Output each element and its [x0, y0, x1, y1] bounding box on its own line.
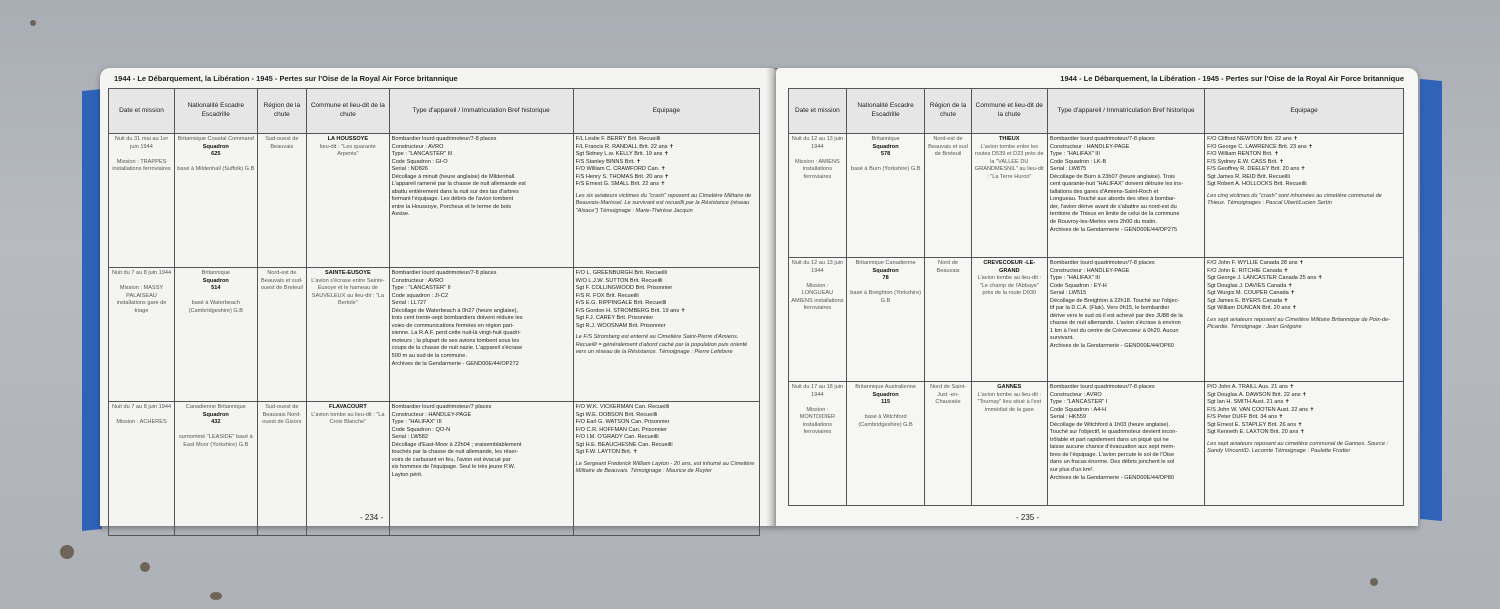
- history-line: L'appareil ramené par la chasse de nuit allemande est: [391, 181, 526, 188]
- lieu-dit: L'avion s'écrase entre Sainte-Eusoye et le hameau de SAUVELEUX au lieu-dit : "La Bertole": [311, 277, 385, 307]
- crew-member: F/S John W. VAN COOTEN Aust. 22 ans ✝: [1207, 406, 1315, 413]
- book-cover-right: [1420, 79, 1442, 521]
- history-line: dans un fracas énorme. Des débris jonchent le sol: [1049, 459, 1175, 466]
- history-line: Décollage d'East-Moor à 22h04 ; vraisemblablement: [391, 441, 522, 448]
- crew-member: F/O L. GREENBURGH Brit. Recueilli: [575, 270, 668, 276]
- header-crew: Equipage: [1205, 89, 1404, 134]
- history-cell: [1047, 382, 1204, 506]
- crew-cell: [573, 402, 759, 536]
- history-line: sienne. La R.A.F. perd cette nuit-là vingt-huit quadri-: [391, 330, 521, 337]
- commune-cell: [971, 382, 1047, 506]
- commune: GANNES: [997, 384, 1022, 390]
- history-line: Archives de la Gendarmerie - GEND00E/44/OP80: [1049, 474, 1174, 481]
- history-line: Code squadron : JI-C2: [391, 292, 448, 299]
- crew-member: F/S E.G. RIPPINGALE Brit. Recueilli: [575, 300, 667, 307]
- rust-spot: [140, 562, 150, 572]
- header-commune: Commune et lieu-dit de la chute: [307, 89, 390, 134]
- header-nationality: Nationalité Escadre Escadrille: [175, 89, 258, 134]
- history-line: moteurs ; la plupart de ses avions tombent sous les: [391, 337, 520, 344]
- history-line: Serial : ND826: [391, 166, 429, 173]
- crew-member: Sgt Robert A. HOLLOCKS Brit. Recueilli: [1207, 181, 1307, 188]
- crew-member: F/S Sydney E.W. CASS Brit. ✝: [1207, 158, 1284, 165]
- history-line: Décollage de Breighton à 22h18. Touché sur l'objec-: [1049, 297, 1180, 304]
- date: Nuit du 31 mai au 1er juin 1944: [114, 136, 169, 150]
- squadron-number: 625: [211, 151, 221, 158]
- crew-member: F/O George C. LAWRENCE Brit. 23 ans ✝: [1207, 143, 1313, 150]
- crew-member: W/O L.J.W. SUTTON Brit. Recueilli: [575, 277, 663, 284]
- nationality-cell: [846, 382, 925, 506]
- history-line: sur plus d'un km².: [1049, 467, 1094, 474]
- nationality-cell: [846, 134, 925, 258]
- region: Sud-ouest de Beauvais Nord-ouest de Gisors: [257, 402, 307, 536]
- history-line: Décollage de Witchford à 1h03 (heure anglaise).: [1049, 421, 1170, 428]
- history-cell: [389, 134, 573, 268]
- table-row: [789, 258, 1404, 382]
- history-line: trôlable et part rapidement dans un piqué qui ne: [1049, 436, 1169, 443]
- date: Nuit du 12 au 13 juin 1944: [791, 260, 844, 274]
- crew-member: Sgt William DUNCAN Brit. 20 ans ✝: [1207, 305, 1297, 312]
- history-line: tallations des gares d'Amiens-Saint-Roch et: [1049, 188, 1159, 195]
- left-page: [100, 68, 776, 526]
- base: basé à Breighton (Yorkshire) G.B: [850, 290, 921, 304]
- crew-member: F/S Geoffrey R. DEELEY Brit. 20 ans ✝: [1207, 166, 1306, 173]
- region: Nord de Beauvais: [925, 258, 971, 382]
- date: Nuit du 7 au 8 juin 1944: [111, 404, 172, 410]
- commune: LA HOUSSOYE: [327, 136, 369, 142]
- history-line: Décollage à minuit (heure anglaise) de Mildenhall.: [391, 173, 516, 180]
- crew-cell: [1205, 382, 1404, 506]
- crew-note: Les six aviateurs victimes du "crash" reposent au Cimetière Militaire de Beauvais-Marissel. Le survivant est recueilli par la Résistance (réseau "Alsace") Témoignage : Marie-Thérèse Jacquin: [575, 192, 752, 214]
- history-line: Constructeur : AVRO: [1049, 391, 1102, 398]
- base: basé à Mildenhall (Suffolk) G.B: [177, 166, 255, 173]
- crew-member: Sgt F.W. LAYTON Brit. ✝: [575, 449, 638, 456]
- history-line: formant l'équipage. Les débris de l'avion tombent: [391, 196, 514, 203]
- region: Nord de Saint-Just -en- Chaussée: [925, 382, 971, 506]
- date: Nuit du 17 au 18 juin 1944: [791, 384, 844, 398]
- page-number: - 235 -: [1016, 513, 1040, 522]
- header-type: Type d'appareil / Immatriculation Bref historique: [1047, 89, 1204, 134]
- commune-cell: [971, 134, 1047, 258]
- mission: Mission : LONGUEAU AMIENS installations ferroviaires: [791, 282, 844, 312]
- history-line: Longueau. Touché aux abords des sites à bombar-: [1049, 196, 1176, 203]
- crew-member: F/S Gordon H. STROMBERG Brit. 19 ans ✝: [575, 307, 686, 314]
- date-cell: [789, 382, 847, 506]
- history-line: de Rouvroy-les-Merles vers 2h00 du matin.: [1049, 219, 1157, 226]
- commune-cell: [307, 134, 390, 268]
- squadron-number: 514: [211, 285, 221, 292]
- region: Nord-est de Beauvais et sud-ouest de Breteuil: [257, 268, 307, 402]
- squadron-label: Squadron: [872, 143, 899, 150]
- history-line: entre la Houssoye, Porcheux et le terme de bois: [391, 203, 512, 210]
- history-line: Code Squadron : A4-H: [1049, 406, 1107, 413]
- history-line: cent quarante-huit "HALIFAX" doivent détruire les ins-: [1049, 181, 1183, 188]
- crew-member: F/S Henry S. THOMAS Brit. 20 ans ✝: [575, 173, 670, 180]
- history-line: abattu entièrement dans la nuit sur des tas d'arbres: [391, 188, 519, 195]
- history-line: Archives de la Gendarmerie - GEND00E/44/OP272: [391, 360, 519, 367]
- crew-member: Sgt Kenneth E. LAXTON Brit. 20 ans ✝: [1207, 429, 1305, 436]
- crew-member: Sgt James E. BYERS Canada ✝: [1207, 297, 1289, 304]
- history-line: Code Squadron : QO-N: [391, 426, 451, 433]
- rust-spot: [60, 545, 74, 559]
- open-book: [82, 50, 1442, 540]
- nationality-cell: [175, 134, 258, 268]
- history-line: 500 m au sud de la commune.: [391, 353, 467, 360]
- crew-member: F/O Clifford NEWTON Brit. 22 ans ✝: [1207, 136, 1299, 142]
- history-line: Archives de la Gendarmerie - GEND00E/44/OP275: [1049, 226, 1178, 233]
- nationality-cell: [175, 268, 258, 402]
- date-cell: [109, 268, 175, 402]
- crew-cell: [1205, 134, 1404, 258]
- table-row: [109, 134, 760, 268]
- squadron-number: 78: [882, 275, 889, 282]
- date: Nuit du 7 au 8 juin 1944: [111, 270, 172, 276]
- history-line: Bombardier lourd quadrimoteur/7-8 places: [1049, 136, 1155, 142]
- history-line: Archives de la Gendarmerie - GEND00E/44/OP60: [1049, 343, 1174, 350]
- commune: SAINTE-EUSOYE: [325, 270, 371, 276]
- history-line: Type : "HALIFAX" III: [391, 419, 442, 426]
- history-line: Constructeur : AVRO: [391, 143, 444, 150]
- crew-member: F/O I.M. O'GRADY Can. Recueilli: [575, 434, 659, 441]
- history-line: touchés par la chasse de nuit allemande, les réser-: [391, 449, 519, 456]
- nationality-cell: [846, 258, 925, 382]
- crew-member: F/O John F. WYLLIE Canada 28 ans ✝: [1207, 260, 1304, 266]
- history-line: Code Squadron : LK-B: [1049, 158, 1107, 165]
- commune: FLAVACOURT: [329, 404, 367, 410]
- history-line: 1 km à l'est du centre de Crèvecoeur à 0h20. Aucun: [1049, 327, 1179, 334]
- history-line: dérive vers le sud où il est achevé par des JU88 de la: [1049, 312, 1183, 319]
- squadron-label: Squadron: [202, 277, 229, 284]
- base: basé à Waterbeach (Cambridgeshire) G.B: [188, 300, 243, 314]
- commune-cell: [971, 258, 1047, 382]
- base: basé à Witchford (Cambridgeshire) G.B: [858, 414, 913, 428]
- nationality: Britannique: [871, 136, 900, 142]
- crew-member: Sgt Wurgis M. COUPER Canada ✝: [1207, 290, 1296, 297]
- commune: THIEUX: [999, 136, 1020, 142]
- history-line: Assise.: [391, 211, 410, 218]
- history-line: trois cent trente-sept bombardiers doivent réduire les: [391, 315, 523, 322]
- page-number: - 234 -: [360, 513, 384, 522]
- crew-cell: [573, 268, 759, 402]
- rust-spot: [1370, 578, 1378, 586]
- crew-member: Sgt H.E. BEAUCHESNE Can. Recueilli: [575, 441, 673, 448]
- history-line: Code Squadron : GI-O: [391, 158, 448, 165]
- date-cell: [789, 134, 847, 258]
- crew-member: F/O W.K. VICKERMAN Can. Recueilli: [575, 404, 670, 410]
- history-line: Constructeur : HANDLEY-PAGE: [1049, 267, 1130, 274]
- nationality: Canadienne Britannique: [185, 404, 246, 410]
- lieu-dit: L'avion tombe au lieu-dit : "Le champ de l'Abbaye" près de la route D930: [977, 275, 1042, 297]
- rust-spot: [30, 20, 36, 26]
- crew-note: Le F/S Stromberg est enterré au Cimetière Saint-Pierre d'Amiens. Recueilli = généralement d'abord caché par la population puis orienté vers un réseau de la Résistance. Témoignage : Pierre Lefebvre: [575, 334, 748, 356]
- history-line: chasse de nuit allemande. L'avion s'écrase à environ: [1049, 320, 1181, 327]
- crew-member: F/S R. FOX Brit. Recueilli: [575, 292, 639, 299]
- history-line: Serial : LW875: [1049, 166, 1087, 173]
- history-line: Constructeur : HANDLEY-PAGE: [391, 411, 472, 418]
- squadron-number: 432: [211, 419, 221, 426]
- nationality: Britannique Coastal Command: [177, 136, 254, 142]
- crew-member: Sgt R.J. WOOSNAM Brit. Prisonnier: [575, 322, 666, 329]
- lieu-dit: L'avion tombe au lieu-dit : "La Croix Blanche": [311, 411, 385, 426]
- commune: CREVECOEUR -LE- GRAND: [983, 260, 1036, 274]
- history-cell: [1047, 258, 1204, 382]
- history-line: Touché sur l'objectif, le quadrimoteur devient incon-: [1049, 429, 1178, 436]
- crew-member: F/S Stanley BINNS Brit. ✝: [575, 158, 641, 165]
- history-line: Bombardier lourd quadrimoteur/7-8 places: [391, 270, 497, 276]
- crew-note: Les sept aviateurs reposent au cimetière communal de Gannes. Source : Sandy Vincent/D. Lecomte Témoignage : Paulette Frodier: [1207, 440, 1389, 455]
- crew-member: Sgt Douglas J. DAVIES Canada ✝: [1207, 282, 1293, 289]
- history-line: survivant.: [1049, 335, 1074, 342]
- crew-member: F/O C.R. HOFFMAN Can. Prisonnier: [575, 426, 668, 433]
- nationality: Britannique Canadienne: [855, 260, 916, 266]
- squadron-label: Squadron: [872, 267, 899, 274]
- date-cell: [789, 258, 847, 382]
- crew-member: Sgt Ian H. SMITH Aust. 21 ans ✝: [1207, 399, 1290, 406]
- losses-table-right: [788, 88, 1404, 506]
- history-cell: [389, 268, 573, 402]
- crew-member: F/S Peter DUFF Brit. 34 ans ✝: [1207, 414, 1284, 421]
- history-line: Type : "LANCASTER" II: [391, 285, 451, 292]
- running-head: 1944 - Le Débarquement, la Libération - 1945 - Pertes sur l'Oise de la Royal Air Force britannique: [114, 74, 458, 83]
- crew-member: Sgt George J. LANCASTER Canada 25 ans ✝: [1207, 275, 1323, 282]
- squadron-label: Squadron: [202, 143, 229, 150]
- crew-member: Sgt F. COLLINGWOOD Brit. Prisonnier: [575, 285, 673, 292]
- crew-cell: [1205, 258, 1404, 382]
- history-line: Constructeur : HANDLEY-PAGE: [1049, 143, 1130, 150]
- losses-table-left: [108, 88, 760, 536]
- history-line: voies de communications fermées en région pari-: [391, 322, 514, 329]
- header-date: Date et mission: [109, 89, 175, 134]
- rust-spot: [210, 592, 222, 600]
- mission: Mission : TRAPPES installations ferroviaires: [112, 158, 171, 173]
- crew-note: Le Sergeant Frederick William Layton - 20 ans, est inhumé au Cimetière Militaire de Beauvais. Témoignage : Maurice de Ruyter: [575, 460, 755, 475]
- history-line: Type : "LANCASTER" III: [391, 151, 453, 158]
- history-line: Bombardier lourd quadrimoteur/7-8 places: [1049, 260, 1155, 266]
- crew-note: Les cinq victimes du "crash" sont inhumées au cimetière communal de Thieux. Témoignages : Pascal Ubert/Lucien Sertin: [1207, 192, 1382, 207]
- crew-member: Sgt Ernest E. STAPLEY Brit. 26 ans ✝: [1207, 421, 1303, 428]
- squadron-label: Squadron: [872, 391, 899, 398]
- history-line: Bombardier lourd quadrimoteur/7-8 places: [391, 136, 497, 142]
- book-cover-left: [82, 89, 102, 531]
- history-line: Décollage de Waterbeach à 0h27 (heure anglaise),: [391, 307, 519, 314]
- crew-member: F/L Francis R. RANDALL Brit. 22 ans ✝: [575, 143, 674, 150]
- history-line: Type : "LANCASTER" I: [1049, 399, 1108, 406]
- squadron-label: Squadron: [202, 411, 229, 418]
- crew-member: P/O John A. TRAILL Aus. 21 ans ✝: [1207, 384, 1295, 390]
- history-line: six hommes de l'équipage. Seul le très jeune P.W.: [391, 464, 516, 471]
- history-line: Code Squadron : EY-H: [1049, 282, 1107, 289]
- table-row: [109, 402, 760, 536]
- header-region: Région de la chute: [257, 89, 307, 134]
- crew-member: F/O Earl G. WATSON Can. Prisonnier: [575, 419, 670, 426]
- history-line: Layton périt.: [391, 471, 423, 478]
- crew-member: F/S Ernest G. SMALL Brit. 22 ans ✝: [575, 181, 666, 188]
- crew-member: F/O John E. RITCHIE Canada ✝: [1207, 267, 1289, 274]
- history-line: Constructeur : AVRO: [391, 277, 444, 284]
- region: Sud-ouest de Beauvais: [257, 134, 307, 268]
- crew-member: Sgt James R. REID Brit. Recueilli: [1207, 173, 1290, 180]
- nationality-cell: [175, 402, 258, 536]
- history-line: bres de l'équipage. L'avion percute le sol de l'Oise: [1049, 451, 1175, 458]
- history-cell: [1047, 134, 1204, 258]
- date: Nuit du 12 au 13 juin 1944: [791, 136, 844, 150]
- crew-member: F/O William C. CRAWFORD Can. ✝: [575, 166, 666, 173]
- nationality: Britannique Australienne: [855, 384, 916, 390]
- mission: Mission : MASSY PALAISEAU installations gare de triage: [116, 285, 167, 314]
- crew-member: Sgt F.J. CAREY Brit. Prisonnier: [575, 315, 654, 322]
- crew-note: Les sept aviateurs reposent au Cimetière Militaire Britannique de Poix-de-Picardie. Témoignage : Jean Grégoire: [1207, 316, 1390, 331]
- history-line: Décollage de Burn à 23h07 (heure anglaise). Trois: [1049, 173, 1175, 180]
- squadron-number: 115: [881, 399, 891, 406]
- history-line: Serial : LL727: [391, 300, 427, 307]
- lieu-dit: L'avion tombe entre les routes D539 et D23 près de la "VALLEE DU GRANDMESNIL" au lieu-dit : "La Terre Huron": [974, 143, 1044, 180]
- history-line: Serial : LW515: [1049, 290, 1087, 297]
- table-row: [789, 134, 1404, 258]
- running-head: 1944 - Le Débarquement, la Libération - 1945 - Pertes sur l'Oise de la Royal Air Force britannique: [1060, 74, 1404, 83]
- history-line: Type : "HALIFAX" III: [1049, 151, 1100, 158]
- header-date: Date et mission: [789, 89, 847, 134]
- table-row: [109, 268, 760, 402]
- history-line: Bombardier lourd quadrimoteur/7-8 places: [1049, 384, 1155, 390]
- crew-member: Sgt Sidney L.w. KELLY Brit. 19 ans ✝: [575, 151, 669, 158]
- header-crew: Equipage: [573, 89, 759, 134]
- table-row: [789, 382, 1404, 506]
- crew-member: F/L Leslie F. BERRY Brit. Recueilli: [575, 136, 661, 142]
- mission: Mission : MONTDIDIER installations ferroviaires: [799, 406, 836, 436]
- crew-cell: [573, 134, 759, 268]
- crew-member: F/O William RENTON Brit. ✝: [1207, 151, 1279, 158]
- history-line: Serial : LW582: [391, 434, 428, 441]
- lieu-dit: L'avion tombe au lieu-dit : "Tournay" lieu situé à l'est immédiat de la gare: [977, 391, 1042, 413]
- history-line: tif par la D.C.A. (Flak). Vers 0h15, le bombardier: [1049, 305, 1170, 312]
- history-line: laisse aucune chance d'évacuation aux sept mem-: [1049, 444, 1176, 451]
- header-nationality: Nationalité Escadre Escadrille: [846, 89, 925, 134]
- base: basé à Burn (Yorkshire) G.B: [850, 166, 921, 173]
- commune-cell: [307, 268, 390, 402]
- crew-member: Sgt W.E. DOBSON Brit. Recueilli: [575, 411, 658, 418]
- history-line: Bombardier lourd quadrimoteur/7 places: [391, 404, 492, 410]
- history-cell: [389, 402, 573, 536]
- history-line: coups de la chasse de nuit nazie. L'appareil s'écrase: [391, 345, 523, 352]
- header-commune: Commune et lieu-dit de la chute: [971, 89, 1047, 134]
- right-page: [776, 68, 1418, 526]
- history-line: voirs de carburant en feu, l'avion est évacué par: [391, 456, 511, 463]
- squadron-number: 578: [880, 151, 891, 158]
- lieu-dit: lieu-dit : "Les quarante Arpents": [319, 143, 376, 158]
- base: surnommé "LEASIDE" basé à East Moor (Yorkshire) G.B: [178, 434, 253, 448]
- mission: Mission : ACHERES: [116, 419, 167, 426]
- crew-member: Sgt Douglas A. DAWSON Brit. 22 ans ✝: [1207, 391, 1307, 398]
- history-line: territoire de Thieux en limite de celui de la commune: [1049, 211, 1180, 218]
- history-line: der, l'avion dérive avant de s'abattre au nord-est du: [1049, 203, 1177, 210]
- date-cell: [109, 134, 175, 268]
- history-line: Serial : HK559: [1049, 414, 1086, 421]
- header-region: Région de la chute: [925, 89, 971, 134]
- history-line: Type : "HALIFAX" III: [1049, 275, 1100, 282]
- date-cell: [109, 402, 175, 536]
- mission: Mission : AMIENS installations ferroviaires: [795, 158, 840, 180]
- header-type: Type d'appareil / Immatriculation Bref historique: [389, 89, 573, 134]
- region: Nord-est de Beauvais et sud de Breteuil: [925, 134, 971, 258]
- nationality: Britannique: [201, 270, 230, 276]
